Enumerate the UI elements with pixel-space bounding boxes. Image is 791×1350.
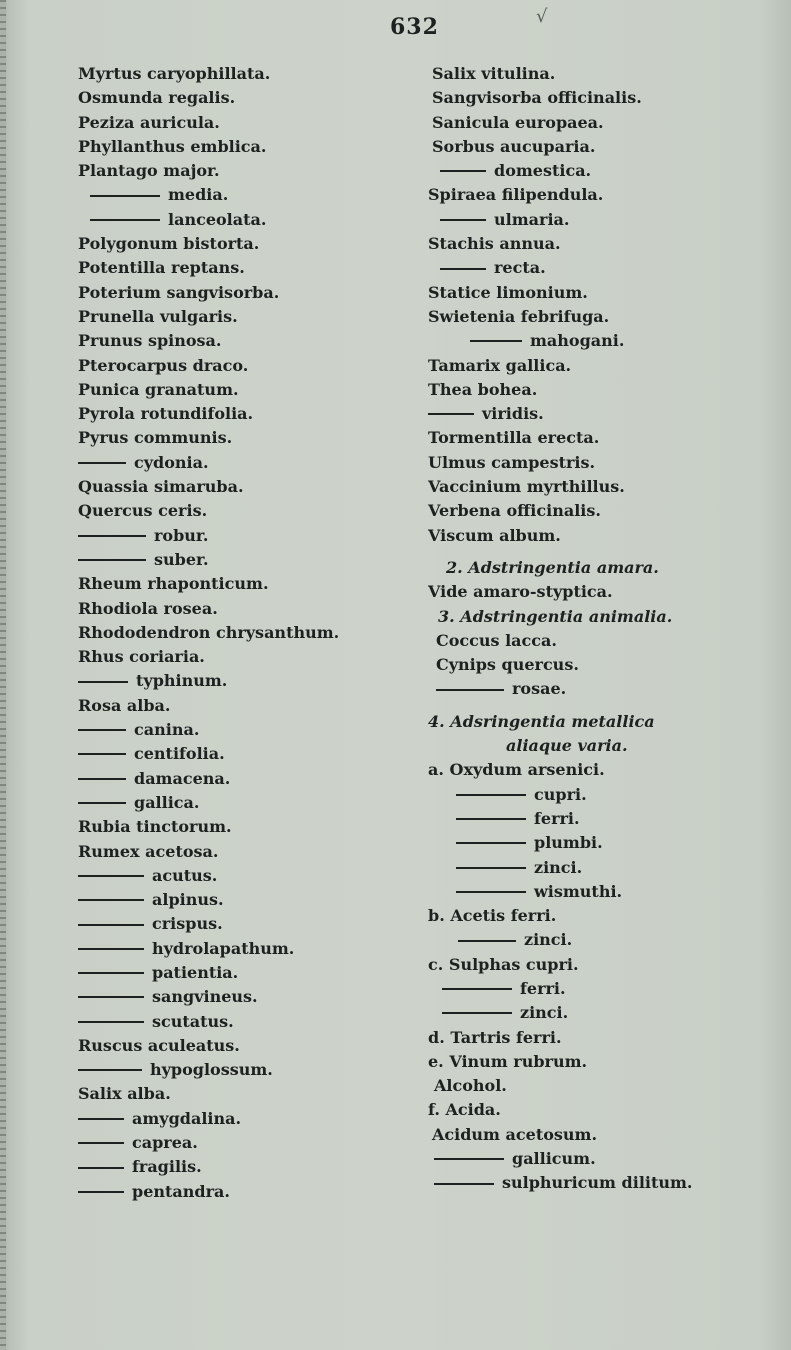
entry-text: Salix vitulina. (432, 64, 556, 83)
ditto-dash (78, 753, 126, 755)
entry-text: Poterium sangvisorba. (78, 282, 280, 302)
entry-text: Statice limonium. (428, 282, 588, 302)
entry-text: gallicum. (512, 1149, 596, 1169)
entry-line (428, 880, 768, 904)
entry-text: Rhus coriaria. (78, 647, 205, 667)
ditto-dash (78, 948, 144, 950)
ditto-dash (78, 462, 126, 464)
entry-line (428, 232, 768, 256)
entry-line (78, 183, 408, 207)
ditto-dash (440, 268, 486, 270)
entry-text: cydonia. (134, 452, 209, 472)
entry-line (428, 524, 768, 548)
entry-text: Tamarix gallica. (428, 355, 572, 375)
entry-text: b. Acetis ferri. (428, 906, 557, 926)
entry-line (428, 904, 768, 928)
entry-line (428, 953, 768, 977)
entry-line (78, 378, 408, 402)
entry-text: aliaque varia. (506, 736, 628, 756)
entry-line (78, 718, 408, 742)
entry-line (428, 556, 768, 580)
entry-text: recta. (494, 258, 546, 278)
entry-line (428, 710, 768, 734)
entry-line (428, 62, 768, 86)
entry-line (428, 402, 768, 426)
entry-text: wismuthi. (534, 881, 623, 901)
entry-text: centifolia. (134, 744, 225, 764)
ditto-dash (456, 891, 526, 893)
entry-text: Prunus spinosa. (78, 331, 222, 351)
entry-text: Phyllanthus emblica. (78, 136, 267, 156)
entry-line (428, 135, 768, 159)
ditto-dash (78, 802, 126, 804)
entry-text: Sangvisorba officinalis. (432, 88, 642, 108)
entry-line (428, 1147, 768, 1171)
entry-line (78, 694, 408, 718)
entry-line (78, 1058, 408, 1082)
ditto-dash (456, 867, 526, 869)
entry-text: Vaccinium myrthillus. (428, 477, 625, 497)
ditto-dash (434, 1183, 494, 1185)
page-binding-edge (0, 0, 6, 1350)
entry-line (428, 1026, 768, 1050)
entry-line (78, 1155, 408, 1179)
entry-text: plumbi. (534, 833, 603, 853)
entry-line (78, 111, 408, 135)
entry-text: Rhododendron chrysanthum. (78, 622, 340, 642)
entry-text: Swietenia febrifuga. (428, 306, 610, 326)
ditto-dash (442, 1012, 512, 1014)
entry-line (428, 256, 768, 280)
entry-line (428, 629, 768, 653)
entry-line (428, 856, 768, 880)
entry-line (78, 426, 408, 450)
ditto-dash (78, 996, 144, 998)
entry-line (428, 426, 768, 450)
entry-line (428, 208, 768, 232)
ditto-dash (456, 818, 526, 820)
entry-line (428, 159, 768, 183)
ditto-dash (458, 940, 516, 942)
entry-text: alpinus. (152, 890, 224, 910)
entry-line (428, 1050, 768, 1074)
entry-text: Pyrus communis. (78, 428, 233, 448)
ditto-dash (78, 899, 144, 901)
ditto-dash (440, 170, 486, 172)
entry-text: Thea bohea. (428, 379, 538, 399)
entry-text: canina. (134, 720, 200, 740)
entry-line (78, 1107, 408, 1131)
entry-text: Rumex acetosa. (78, 841, 219, 861)
entry-text: hypoglossum. (150, 1060, 273, 1080)
entry-text: ulmaria. (494, 209, 570, 229)
ditto-dash (90, 195, 160, 197)
ditto-dash (78, 924, 144, 926)
entry-text: zinci. (534, 857, 583, 877)
entry-text: Quercus ceris. (78, 501, 208, 521)
entry-line (428, 677, 768, 701)
entry-line (78, 548, 408, 572)
ditto-dash (436, 689, 504, 691)
pencil-check-mark: √ (536, 6, 548, 27)
entry-line (78, 208, 408, 232)
entry-line (78, 305, 408, 329)
entry-text: hydrolapathum. (152, 938, 295, 958)
entry-line (78, 742, 408, 766)
entry-text: ferri. (534, 808, 580, 828)
entry-line (428, 783, 768, 807)
entry-line (78, 451, 408, 475)
entry-line (78, 475, 408, 499)
entry-line (428, 111, 768, 135)
entry-text: a. Oxydum arsenici. (428, 760, 605, 780)
entry-line (78, 1131, 408, 1155)
entry-line (78, 815, 408, 839)
entry-text: Punica granatum. (78, 379, 239, 399)
ditto-dash (456, 794, 526, 796)
entry-text: suber. (154, 549, 209, 569)
entry-text: zinci. (524, 930, 573, 950)
entry-text: Sanicula europaea. (432, 112, 604, 132)
entry-line (78, 791, 408, 815)
entry-text: ferri. (520, 978, 566, 998)
entry-line (78, 840, 408, 864)
entry-text: Salix alba. (78, 1084, 171, 1104)
ditto-dash (78, 1021, 144, 1023)
entry-line (78, 572, 408, 596)
entry-text: amygdalina. (132, 1108, 242, 1128)
entry-line (78, 281, 408, 305)
ditto-dash (434, 1158, 504, 1160)
entry-line (428, 475, 768, 499)
entry-line (428, 354, 768, 378)
entry-text: Coccus lacca. (436, 630, 557, 650)
entry-line (428, 329, 768, 353)
entry-text: Plantago major. (78, 161, 220, 181)
entry-text: Tormentilla erecta. (428, 428, 600, 448)
entry-text: damacena. (134, 768, 231, 788)
entry-text: e. Vinum rubrum. (428, 1051, 588, 1071)
entry-text: 4. Adsringentia metallica (428, 711, 655, 731)
entry-text: Pterocarpus draco. (78, 355, 249, 375)
ditto-dash (78, 1142, 124, 1144)
entry-text: Myrtus caryophillata. (78, 64, 271, 83)
entry-line (78, 864, 408, 888)
page-number: 632 (390, 14, 439, 40)
entry-line (428, 977, 768, 1001)
entry-line (78, 1034, 408, 1058)
entry-text: Quassia simaruba. (78, 477, 244, 497)
entry-text: Rosa alba. (78, 695, 171, 715)
entry-line (78, 402, 408, 426)
entry-text: sangvineus. (152, 987, 258, 1007)
entry-line (428, 734, 768, 758)
entry-line (78, 1010, 408, 1034)
entry-text: Vide amaro-styptica. (428, 582, 613, 602)
entry-line (428, 1098, 768, 1122)
entry-line (78, 961, 408, 985)
entry-text: Pyrola rotundifolia. (78, 404, 254, 424)
entry-text: Peziza auricula. (78, 112, 220, 132)
entry-text: scutatus. (152, 1011, 234, 1031)
left-column (78, 62, 408, 1204)
entry-line (428, 1074, 768, 1098)
entry-text: Sorbus aucuparia. (432, 136, 596, 156)
entry-line (428, 580, 768, 604)
ditto-dash (78, 681, 128, 683)
entry-line (428, 653, 768, 677)
entry-line (78, 937, 408, 961)
entry-text: 2. Adstringentia amara. (446, 557, 659, 577)
entry-text: Polygonum bistorta. (78, 234, 260, 254)
entry-text: Viscum album. (428, 525, 561, 545)
entry-line (78, 256, 408, 280)
entry-text: c. Sulphas cupri. (428, 954, 579, 974)
entry-text: Rhodiola rosea. (78, 598, 218, 618)
entry-text: 3. Adstringentia animalia. (438, 606, 673, 626)
entry-line (78, 159, 408, 183)
entry-line (78, 329, 408, 353)
entry-line (78, 135, 408, 159)
entry-line (78, 597, 408, 621)
ditto-dash (442, 988, 512, 990)
entry-text: gallica. (134, 792, 200, 812)
ditto-dash (428, 413, 474, 415)
entry-text: zinci. (520, 1003, 569, 1023)
ditto-dash (78, 729, 126, 731)
entry-line (78, 621, 408, 645)
entry-line (78, 524, 408, 548)
entry-text: crispus. (152, 914, 223, 934)
entry-line (428, 1001, 768, 1025)
entry-text: Potentilla reptans. (78, 258, 245, 278)
entry-line (78, 86, 408, 110)
entry-line (428, 807, 768, 831)
ditto-dash (78, 972, 144, 974)
entry-text: robur. (154, 525, 209, 545)
entry-text: Ulmus campestris. (428, 452, 596, 472)
entry-text: viridis. (482, 404, 544, 424)
entry-text: Cynips quercus. (436, 655, 579, 675)
entry-text: rosae. (512, 679, 567, 699)
entry-text: Rheum rhaponticum. (78, 574, 269, 594)
right-column (428, 62, 768, 1196)
entry-line (78, 1082, 408, 1106)
entry-line (78, 888, 408, 912)
entry-line (428, 1123, 768, 1147)
ditto-dash (78, 535, 146, 537)
entry-line (78, 499, 408, 523)
ditto-dash (78, 1069, 142, 1071)
entry-text: pentandra. (132, 1181, 230, 1201)
entry-line (428, 86, 768, 110)
entry-text: typhinum. (136, 671, 228, 691)
entry-line (78, 232, 408, 256)
entry-text: Acidum acetosum. (432, 1124, 598, 1144)
entry-line (428, 305, 768, 329)
entry-text: mahogani. (530, 331, 625, 351)
ditto-dash (78, 875, 144, 877)
entry-text: acutus. (152, 865, 218, 885)
ditto-dash (456, 842, 526, 844)
entry-line (78, 645, 408, 669)
ditto-dash (90, 219, 160, 221)
entry-text: cupri. (534, 784, 587, 804)
entry-text: Spiraea filipendula. (428, 185, 604, 205)
ditto-dash (78, 1118, 124, 1120)
entry-line (78, 62, 408, 86)
entry-text: Prunella vulgaris. (78, 306, 238, 326)
entry-line (78, 1180, 408, 1204)
entry-line (428, 928, 768, 952)
entry-text: Rubia tinctorum. (78, 817, 232, 837)
ditto-dash (78, 1191, 124, 1193)
ditto-dash (78, 559, 146, 561)
entry-line (428, 758, 768, 782)
entry-line (428, 605, 768, 629)
entry-text: Stachis annua. (428, 234, 561, 254)
entry-line (78, 669, 408, 693)
ditto-dash (440, 219, 486, 221)
entry-line (78, 985, 408, 1009)
entry-text: f. Acida. (428, 1100, 501, 1120)
ditto-dash (470, 340, 522, 342)
entry-line (78, 767, 408, 791)
entry-text: caprea. (132, 1133, 198, 1153)
entry-text: patientia. (152, 962, 239, 982)
entry-line (428, 499, 768, 523)
entry-line (428, 1171, 768, 1195)
entry-line (78, 354, 408, 378)
entry-line (78, 912, 408, 936)
entry-line (428, 831, 768, 855)
entry-text: Ruscus aculeatus. (78, 1035, 240, 1055)
entry-text: fragilis. (132, 1157, 202, 1177)
entry-text: d. Tartris ferri. (428, 1027, 562, 1047)
entry-line (428, 378, 768, 402)
ditto-dash (78, 1167, 124, 1169)
ditto-dash (78, 778, 126, 780)
entry-text: media. (168, 185, 229, 205)
entry-line (428, 183, 768, 207)
entry-text: Osmunda regalis. (78, 88, 236, 108)
entry-text: sulphuricum dilitum. (502, 1173, 693, 1193)
entry-text: domestica. (494, 161, 592, 181)
entry-text: Alcohol. (434, 1076, 507, 1096)
entry-text: Verbena officinalis. (428, 501, 601, 521)
entry-line (428, 451, 768, 475)
entry-line (428, 281, 768, 305)
entry-text: lanceolata. (168, 209, 267, 229)
